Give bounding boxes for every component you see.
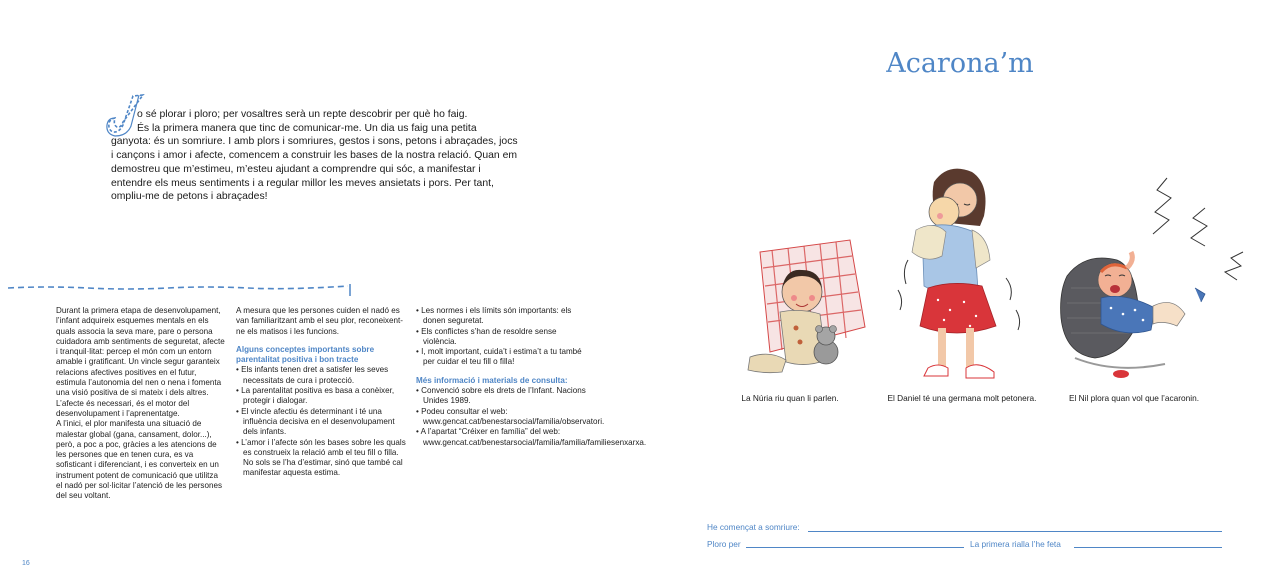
laugh-label: La primera rialla l’he feta — [970, 539, 1061, 549]
intro-text — [111, 108, 521, 204]
illustration-nil — [1055, 168, 1250, 386]
wave-divider — [8, 278, 356, 300]
col2-list — [236, 365, 406, 478]
intro-second-line: És la primera manera que tinc de comunicar-me. Un dia us faig una petita — [137, 122, 477, 134]
column-3 — [416, 306, 647, 448]
intro-first-line: o sé plorar i ploro; per vosaltres serà un repte descobrir per què ho faig. — [137, 109, 468, 120]
smile-label: He començat a somriure: — [707, 522, 800, 532]
col3-heading: Més informació i materials de consulta: — [416, 375, 568, 385]
illustration-daniel — [886, 160, 1036, 390]
col1-para1: Durant la primera etapa de desenvolupament, l’infant adquireix esquemes mentals en els quals associa la seva mare, pare o persona cuidadora amb sentiments de seguretat, afecte i tranquil·litat: percep el món com un entorn amable i gratificant. Un vincle segur garanteix relacions afectives positives en el futur, estimula l’autonomia del nen o nena i fomenta una visió positiva de si mateix i dels altres. — [56, 306, 225, 398]
smile-input-line[interactable] — [808, 531, 1222, 532]
column-2 — [236, 306, 406, 479]
list-item: • Els conflictes s’han de resoldre sense violència. — [416, 327, 591, 348]
list-item: • Podeu consultar el web: www.gencat.cat/benestarsocial/familia/observatori. — [416, 407, 591, 428]
list-item: • I, molt important, cuida’t i estima’t a tu també per cuidar el teu fill o filla! — [416, 347, 591, 368]
col2-heading: Alguns conceptes importants sobre parentalitat positiva i bon tracte — [236, 344, 375, 365]
laugh-input-line[interactable] — [1074, 547, 1222, 548]
page-title: Acarona’m — [886, 48, 1034, 79]
caption-nil: El Nil plora quan vol que l’acaronin. — [1068, 393, 1200, 403]
list-item: • La parentalitat positiva es basa a conèixer, protegir i dialogar. — [236, 386, 406, 407]
illustration-nuria — [730, 232, 868, 390]
intro-rest: ganyota: és un somriure. I amb plors i somriures, gestos i sons, petons i abraçades, jocs i cançons i amor i afecte, comencem a construir les bases de la nostra relació. Quan em demostreu que m’estimeu, m’esteu ajudant a comprendre qui sóc, a manifestar i entendre els meus sentiments i a regular millor les meves ansietats i pors. Per tant, ompliu-me de petons i abraçades! — [111, 136, 518, 203]
caption-nuria: La Núria riu quan li parlen. — [741, 393, 839, 403]
col2-intro: A mesura que les persones cuiden el nadó es van familiaritzant amb el seu plor, reconeixent-ne els matisos i les funcions. — [236, 306, 403, 336]
cry-input-line[interactable] — [746, 547, 964, 548]
col1-para3: A l’inici, el plor manifesta una situació de malestar global (gana, cansament, dolor...), però, a poc a poc, gràcies a les atencions de les persones que en tenen cura, es va sofisticant i diferenciant, i es converteix en un instrument potent de comunicació que utilitza el nadó per sol·licitar l’atenció de les persones del seu voltant. — [56, 419, 223, 501]
col1-para2: L’afecte és necessari, és el motor del desenvolupament i l’aprenentatge. — [56, 398, 190, 418]
page-number: 16 — [22, 560, 30, 567]
list-item: • L’amor i l’afecte són les bases sobre les quals es construeix la relació amb el teu fill o filla. No sols se l’ha d’estimar, sinó que també cal manifestar aquesta estima. — [236, 438, 406, 479]
caption-daniel: El Daniel té una germana molt petonera. — [887, 393, 1037, 403]
list-item: • Les normes i els límits són importants: els donen seguretat. — [416, 306, 591, 327]
list-item: • A l’apartat “Créixer en família” del web: www.gencat.cat/benestarsocial/familia/familia/familiesenxarxa. — [416, 427, 591, 448]
column-1 — [56, 306, 226, 502]
col3-refs — [416, 386, 647, 448]
list-item: • Els infants tenen dret a satisfer les seves necessitats de cura i protecció. — [236, 365, 406, 386]
list-item: • El vincle afectiu és determinant i té una influència decisiva en el desenvolupament dels infants. — [236, 407, 406, 438]
list-item: • Convenció sobre els drets de l’Infant. Nacions Unides 1989. — [416, 386, 591, 407]
cry-label: Ploro per — [707, 539, 741, 549]
col3-list — [416, 306, 591, 368]
